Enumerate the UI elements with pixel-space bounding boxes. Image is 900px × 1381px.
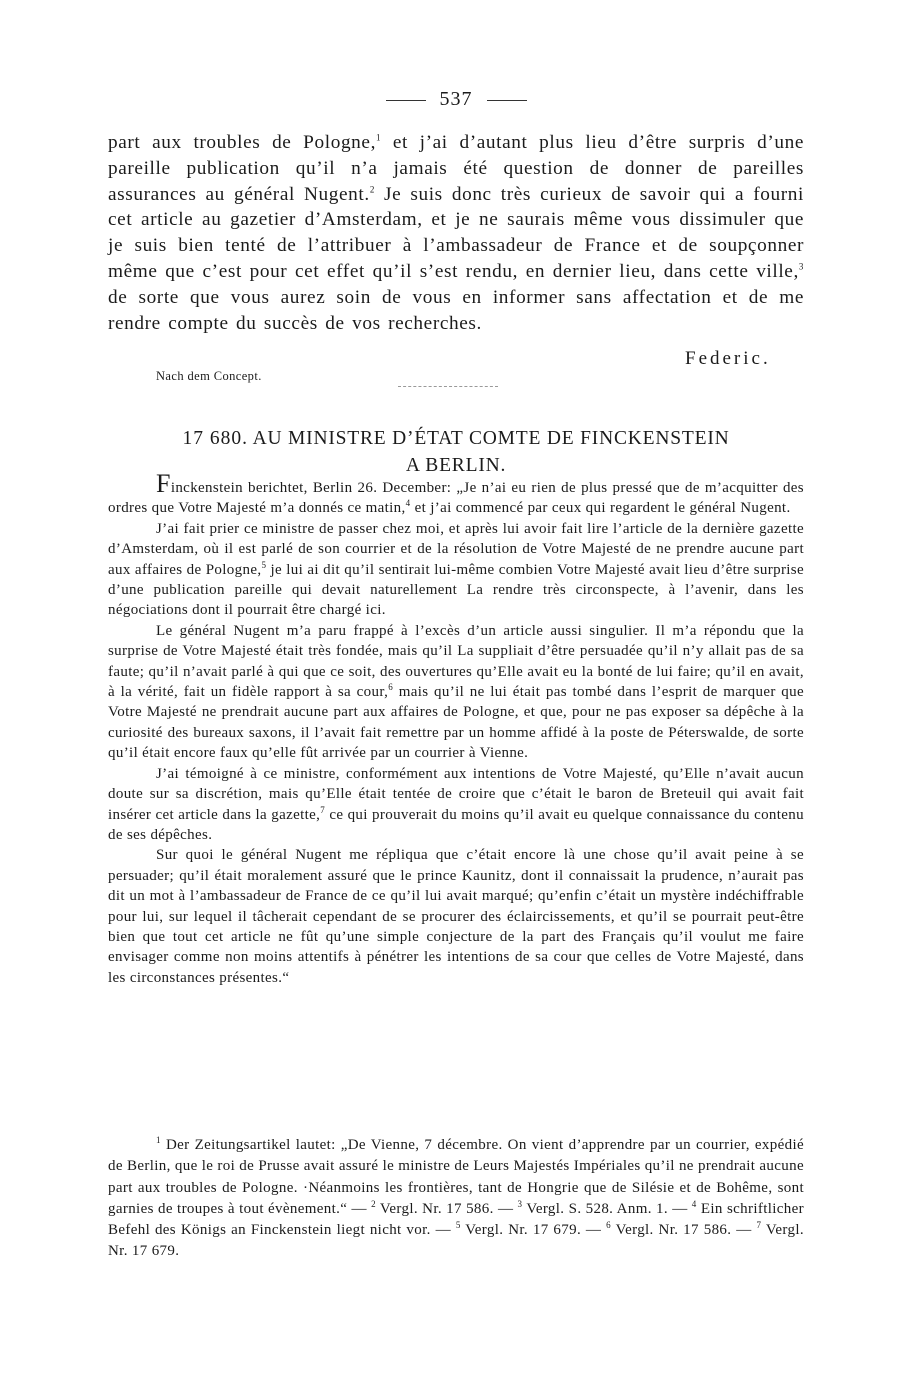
drop-cap: F: [156, 469, 171, 498]
footnote-ref-1[interactable]: 1: [376, 132, 382, 143]
lead-text-4: de sorte que vous aurez soin de vous en informer sans affectation et de me rendre compte du succès de vos recherches.: [108, 286, 804, 334]
footnote-mark-5: 5: [455, 1220, 461, 1231]
document-title: AU MINISTRE D’ÉTAT COMTE DE FINCKENSTEIN: [252, 428, 730, 449]
footnote-ref-3[interactable]: 3: [798, 261, 804, 272]
footnote-mark-3: 3: [517, 1198, 523, 1209]
document-heading: [108, 425, 804, 479]
footnote-ref-5[interactable]: 5: [261, 559, 267, 570]
p1-text-a: inckenstein berichtet, Berlin 26. December: „Je n’ai eu rien de plus pressé que de m’acquitter des ordres que Votre Majesté m’a donnés ce matin,: [108, 480, 804, 517]
footnote-ref-2[interactable]: 2: [369, 184, 375, 195]
body-paragraph-3: [108, 621, 804, 764]
header-rule-left: [386, 100, 426, 101]
p2-text-b: je lui ai dit qu’il sentirait lui-même combien Votre Majesté avait lieu d’être surprise d’une publication pareille qui devait naturellement La rendre très circonspecte, à l’avenir, dans les négociations dont il pourrait être chargé ici.: [108, 561, 804, 619]
footnote-ref-7[interactable]: 7: [320, 804, 326, 815]
body-paragraph-5: Sur quoi le général Nugent me répliqua que c’était encore là une chose qu’il avait peine à se persuader; qu’il était moralement assuré que le prince Kaunitz, dont il connaissait la prudence, n’aurait pas dit un mot à l’ambassadeur de France de ce qu’il lui avait marqué; qu’enfin c’était un mystère indéchiffrable pour lui, sur lequel il tâcherait cependant de se procurer des éclaircissements, et qu’il se pourrait peut-être bien que tout cet article ne fût qu’une simple conjecture de la part des Français qu’il voulut me faire envisager comme non moins attentifs à pénétrer les intentions de sa cour que celles de Votre Majesté, dans les circonstances présentes.“: [108, 847, 804, 986]
lead-text-3: Je suis donc très curieux de savoir qui a fourni cet article au gazetier d’Amsterdam, et je ne saurais même vous dissimuler que je suis bien tenté de l’attribuer à l’ambassadeur de France et de soupçonner même que c’est pour cet effet qu’il s’est rendu, en dernier lieu, dans cette ville,: [108, 183, 804, 282]
page-header: [108, 88, 804, 111]
footnote-block: [108, 1135, 804, 1263]
footnote-ref-6[interactable]: 6: [388, 682, 394, 693]
footnote-mark-6: 6: [606, 1220, 611, 1231]
document-body: [108, 469, 804, 988]
footnote-mark-1: 1: [156, 1135, 161, 1145]
page-number: 537: [439, 88, 473, 110]
lead-text-2: et j’ai d’autant plus lieu d’être surpris d’une pareille publication qu’il n’a jamais été question de donner de pareilles assurances au général Nugent.: [108, 132, 804, 205]
footnote-7: Vergl. Nr. 17 679.: [108, 1222, 804, 1260]
footnote-5: Vergl. Nr. 17 679. —: [460, 1222, 602, 1239]
footnote-2: Vergl. Nr. 17 586. —: [375, 1200, 514, 1217]
p4-text-a: J’ai témoigné à ce ministre, conformément aux intentions de Votre Majesté, qu’Elle n’avait aucun doute sur sa discrétion, mais qu’Elle était tentée de croire que c’était le baron de Breteuil qui avait fait insérer cet article dans la gazette,: [108, 765, 804, 823]
section-divider: [398, 386, 498, 387]
footnote-ref-4[interactable]: 4: [405, 498, 411, 509]
p2-text-a: J’ai fait prier ce ministre de passer chez moi, et après lui avoir fait lire l’article de la dernière gazette d’Amsterdam, où il est parlé de son courrier et de la résolution de Votre Majesté de ne prendre aucune part aux affaires de Pologne,: [108, 520, 804, 578]
footnote-4: Ein schriftlicher Befehl des Königs an Finckenstein liegt nicht vor. —: [108, 1200, 804, 1239]
body-paragraph-2: [108, 519, 804, 621]
footnotes: [108, 1135, 804, 1263]
p1-text-b: et j’ai commencé par ceux qui regardent le général Nugent.: [410, 500, 791, 517]
footnote-6: Vergl. Nr. 17 586. —: [611, 1222, 752, 1239]
document-title-line2: A BERLIN.: [405, 455, 507, 476]
body-paragraph-1: [108, 469, 804, 519]
footnote-mark-2: 2: [371, 1198, 376, 1209]
signature: Federic.: [685, 348, 771, 369]
lead-text-1: part aux troubles de Pologne,: [108, 132, 377, 153]
body-paragraph-4: [108, 764, 804, 846]
footnote-3: Vergl. S. 528. Anm. 1. —: [522, 1200, 688, 1217]
p3-text-a: Le général Nugent m’a paru frappé à l’excès d’un article aussi singulier. Il m’a répondu que la surprise de Votre Majesté était très fondée, mais qu’il La suppliait d’être persuadée qu’il n’y allait pas de sa faute; qu’il n’avait parlé à qui que ce soit, des ouvertures qu’Elle avait eu la bonté de lui faire; qu’il en avait, à la vérité, fait un fidèle rapport à sa cour,: [108, 622, 804, 701]
letter-conclusion-paragraph: [108, 130, 804, 336]
footnote-mark-7: 7: [756, 1220, 762, 1231]
document-number: 17 680.: [182, 428, 248, 449]
header-rule-right: [487, 100, 527, 101]
footnote-1: Der Zeitungsartikel lautet: „De Vienne, 7 décembre. On vient d’apprendre par un courrier, expédié de Berlin, que le roi de Prusse avait assuré le ministre de Leurs Majestés Impériales qu’il ne prendrait aucune part aux troubles de Pologne. ·Néanmoins les frontières, tant de Hongrie que de Silésie et de Bohême, sont garnies de troupes à tout évènement.“ —: [108, 1137, 804, 1217]
p4-text-b: ce qui prouverait du moins qu’il avait eu quelque connaissance du contenu de ses dépêches.: [108, 806, 804, 843]
source-note: Nach dem Concept.: [156, 369, 262, 383]
p3-text-b: mais qu’il ne lui était pas tombé dans l’esprit de marquer que Votre Majesté ne prendrait aucune part aux affaires de Pologne, et que, pour ne pas exposer sa dépêche à la curiosité des bureaux saxons, il l’avait fait remettre par un homme affidé à la poste de Péterswalde, de sorte qu’il était encore faux qu’elle fût arrivée par un courrier à Vienne.: [108, 684, 804, 762]
footnote-mark-4: 4: [691, 1198, 697, 1209]
